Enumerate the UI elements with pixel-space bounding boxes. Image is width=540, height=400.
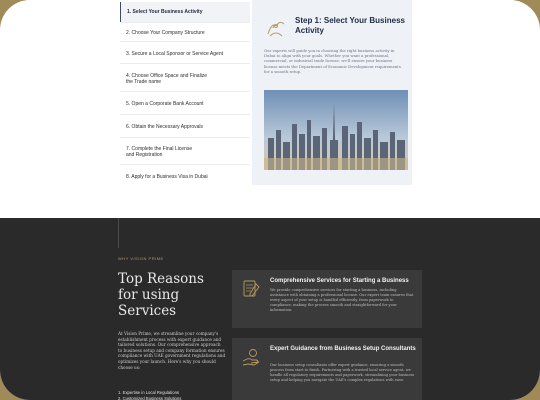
step-divider: [120, 41, 250, 42]
step-item-5[interactable]: 5. Open a Corporate Bank Account: [126, 101, 204, 107]
step-divider: [120, 22, 250, 23]
section-title: Top Reasons for using Services: [118, 271, 204, 319]
step-item-8[interactable]: 8. Apply for a Business Visa in Dubai: [126, 174, 208, 180]
service-card-guidance: [232, 338, 422, 400]
step-item-7[interactable]: 7. Complete the Final License and Registration: [126, 146, 193, 158]
dubai-skyline-image: [264, 90, 408, 170]
step-item-1[interactable]: 1. Select Your Business Activity: [120, 2, 250, 22]
step-divider: [120, 137, 250, 138]
panel-title: Step 1: Select Your Business Activity: [295, 16, 405, 35]
step-divider: [120, 91, 250, 92]
document-pen-icon: [240, 278, 262, 300]
step-divider: [120, 63, 250, 64]
card-title: Comprehensive Services for Starting a Business: [270, 278, 409, 284]
reason-item: 2. Customized Business Solutions: [118, 396, 182, 400]
card-title: Expert Guidance from Business Setup Consultants: [270, 346, 416, 352]
card-body: Our business setup consultants offer expert guidance, ensuring a smooth process from start to finish. Partnering with a trusted local service agent, we handle all regulatory requirements and paperwork, streamlining your business setup and helping you navigate the UAE's complex regulations with ease.: [270, 363, 415, 382]
reason-item: 1. Expertise in Local Regulations: [118, 390, 179, 395]
step-divider: [120, 164, 250, 165]
card-body: We provide comprehensive services for starting a business, including assistance with obtaining a professional license. Our expert team ensures that every aspect of your setup is handled efficiently, from paperwork to compliance, making the process smooth and straightforward for your information.: [270, 288, 414, 312]
service-card-comprehensive: [232, 270, 422, 328]
step-item-4[interactable]: 4. Choose Office Space and Finalize the Trade name: [126, 73, 208, 85]
step-divider: [120, 114, 250, 115]
reasons-list: [118, 390, 228, 400]
panel-description: Our experts will guide you in choosing the right business activity in Dubai to align with your goals. Whether you want a professional, commercial, or industrial trade license, we'll ensure your business license meets the Department of Economic Development requirements for a smooth setup.: [264, 48, 401, 74]
reasons-section: [0, 218, 540, 400]
hand-coin-icon: [240, 346, 262, 368]
steps-section: [20, 0, 520, 218]
section-intro: At Vision Prime, we streamline your company's establishment process with expert guidance and tailored solutions. Our comprehensive approach to business setup and company formation ensures compliance with UAE government regulations and optimizes your launch. Here's why you should choose us:: [118, 331, 226, 370]
section-kicker: WHY VISION PRIME: [118, 256, 164, 261]
step-item-2[interactable]: 2. Choose Your Company Structure: [126, 30, 205, 36]
step-item-6[interactable]: 6. Obtain the Necessary Approvals: [126, 124, 203, 130]
vertical-divider: [118, 218, 119, 248]
gold-flourish-icon: [264, 16, 288, 40]
step-item-3[interactable]: 3. Secure a Local Sponsor or Service Agent: [126, 51, 224, 57]
step-detail-panel: [252, 0, 412, 185]
